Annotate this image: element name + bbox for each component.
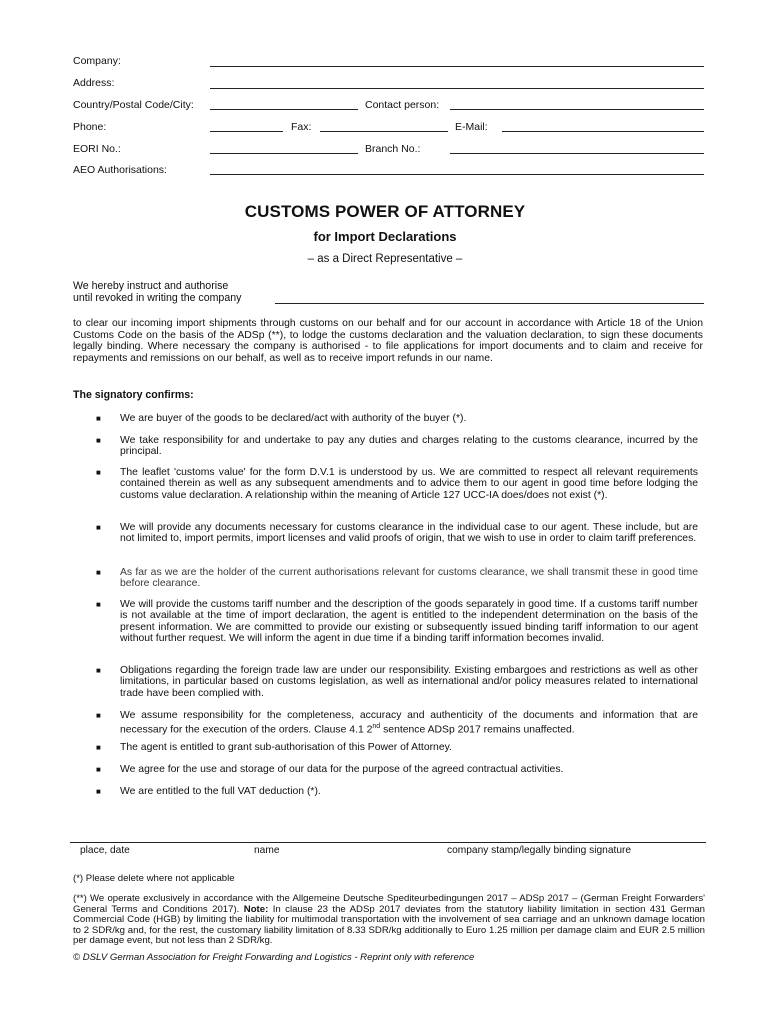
address-field[interactable] [210,88,704,89]
intro-paragraph: to clear our incoming import shipments through customs on our behalf and for our account in accordance with Article 18 of the Union Customs Code on the basis of the ADSp (**), to lodge the customs declaration and the valuation declaration, to sign these documents legally binding. Where necessary the company is authorised - to file applications for import documents and to claim and receive for repayments and remissions on our behalf, as well as to receive import refunds in our name. [73,318,703,364]
fax-label: Fax: [291,121,312,133]
company-label: Company: [73,55,121,67]
document-title: CUSTOMS POWER OF ATTORNEY [244,202,526,221]
authorised-company-field[interactable] [275,303,704,304]
bullet-icon: ■ [96,600,101,609]
fax-field[interactable] [320,131,448,132]
aeo-label: AEO Authorisations: [73,164,167,176]
bullet-icon: ■ [96,414,101,423]
bullet-icon: ■ [96,666,101,675]
signatory-heading: The signatory confirms: [73,389,194,401]
bullet-icon: ■ [96,743,101,752]
list-item-text: We agree for the use and storage of our data for the purpose of the agreed contractual activities. [120,764,564,775]
bullet-icon: ■ [96,436,101,445]
eori-label: EORI No.: [73,143,121,155]
phone-label: Phone: [73,121,107,133]
company-field[interactable] [210,66,704,67]
country-label: Country/Postal Code/City: [73,99,194,111]
list-item-text: The leaflet 'customs value' for the form D.V.1 is understood by us. We are committed to respect all relevant requirements contained therein as well as any subsequent amendments and to advice them to our agent in good time before lodging the customs value declaration. A relationship within the meaning of Article 127 UCC-IA does/does not exist (*). [120,467,698,501]
bullet-icon: ■ [96,787,101,796]
email-label: E-Mail: [455,121,488,133]
bullet-icon: ■ [96,468,101,477]
bullet-icon: ■ [96,711,101,720]
list-item-text: The agent is entitled to grant sub-authorisation of this Power of Attorney. [120,742,452,753]
representative-line: – as a Direct Representative – [307,253,463,265]
footnote-adsp: (**) We operate exclusively in accordance with the Allgemeine Deutsche Spediteurbedingungen 2017 – ADSp 2017 – (German Freight Forwarders' General Terms and Conditions 2017). Note: In clause 23 the ADSp 2017 deviates from the statutory liability limitation in section 431 German Commercial Code (HGB) by limiting the liability for multimodal transportation with the involvement of sea carriage and an unknown damage location to 2 SDR/kg and, for the rest, the customary liability limitation of 8.33 SDR/kg additionally to Euro 1.25 million per damage claim and EUR 2.5 million per damage event, but not less than 2 SDR/kg. [73,893,705,947]
list-item-text: We are buyer of the goods to be declared/act with authority of the buyer (*). [120,413,467,424]
email-field[interactable] [502,131,704,132]
contact-person-field[interactable] [450,109,704,110]
bullet-icon: ■ [96,523,101,532]
instruct-line-2: until revoked in writing the company [73,292,242,304]
footnote-delete: (*) Please delete where not applicable [73,873,235,884]
list-item-text: We will provide the customs tariff number and the description of the goods separately in good time. If a customs tariff number is not available at the time of import declaration, the agent is entitled to the independent determination on the basis of the present information. We are committed to provide our existing or subsequently issued binding tariff information to our agent without further request. We will inform the agent in due time if a binding tariff information becomes invalid. [120,599,698,645]
country-field[interactable] [210,109,358,110]
copyright-notice: © DSLV German Association for Freight Forwarding and Logistics - Reprint only with reference [73,952,475,963]
list-item-text: We assume responsibility for the completeness, accuracy and authenticity of the documents and information that are necessary for the execution of the orders. Clause 4.1 2nd sentence ADSp 2017 remains unaffected. [120,710,698,736]
address-label: Address: [73,77,115,89]
contact-person-label: Contact person: [365,99,440,111]
branch-field[interactable] [450,153,704,154]
instruct-line-1: We hereby instruct and authorise [73,280,229,292]
eori-field[interactable] [210,153,358,154]
aeo-field[interactable] [210,174,704,175]
list-item-text: Obligations regarding the foreign trade law are under our responsibility. Existing embargoes and restrictions as well as other limitations, in particular based on customs legislation, as well as international and/or policy measures related to international trade have been complied with. [120,665,698,699]
document-subtitle: for Import Declarations [313,229,457,244]
list-item-text: As far as we are the holder of the current authorisations relevant for customs clearance, we shall transmit these in good time before clearance. [120,567,698,590]
name-label: name [254,845,280,856]
bullet-icon: ■ [96,765,101,774]
list-item-text: We will provide any documents necessary for customs clearance in the individual case to our agent. These include, but are not limited to, import permits, import licenses and valid proofs of origin, that we wish to use in order to claim tariff preferences. [120,522,698,545]
list-item-text: We are entitled to the full VAT deduction (*). [120,786,321,797]
signature-field[interactable] [70,842,706,843]
stamp-signature-label: company stamp/legally binding signature [447,845,632,856]
phone-field[interactable] [210,131,283,132]
place-date-label: place, date [80,845,130,856]
branch-label: Branch No.: [365,143,421,155]
list-item-text: We take responsibility for and undertake to pay any duties and charges relating to the customs clearance, incurred by the principal. [120,435,698,458]
bullet-icon: ■ [96,568,101,577]
